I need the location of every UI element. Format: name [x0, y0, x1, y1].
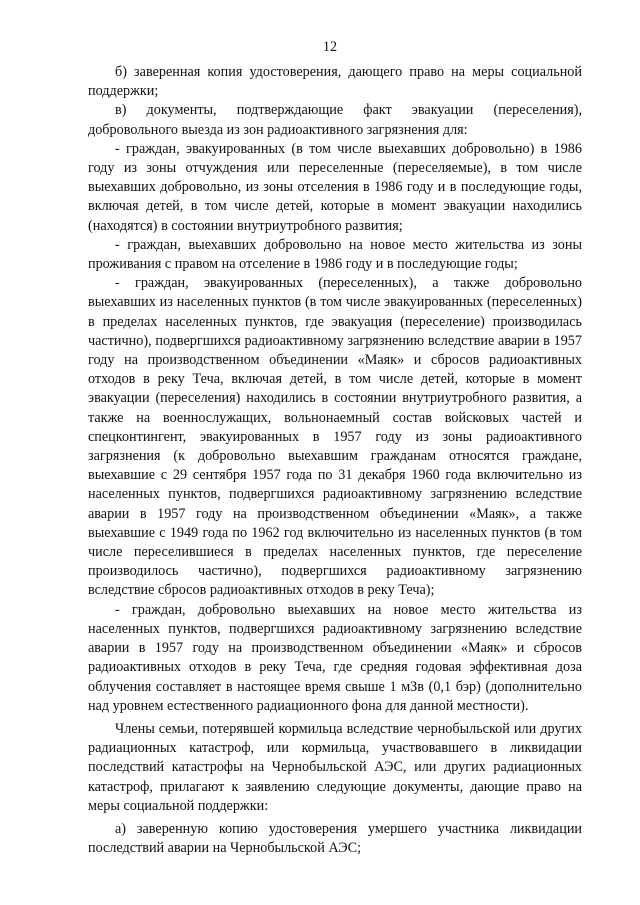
list-item-mayak-techa-voluntary: - граждан, добровольно выехавших на новое место жительства из населенных пунктов, подвергшихся радиоактивному загрязнению вследствие аварии в 1957 году на производственном объединении «Маяк» и сбросов радиоактивных отходов в реку Теча, где средняя годовая эффективная доза облучения составляет в настоящее время свыше 1 мЗв (0,1 бэр) (дополнительно над уровнем естественного радиационного фона для данной местности).: [88, 601, 582, 714]
list-item-voluntary-resettlement-zone: - граждан, выехавших добровольно на новое место жительства из зоны проживания с правом на отселение в 1986 году и в последующие годы;: [88, 236, 582, 273]
paragraph-a-deceased-certificate: а) заверенную копию удостоверения умершего участника ликвидации последствий аварии на Чернобыльской АЭС;: [88, 820, 582, 857]
paragraph-family-members: Члены семьи, потерявшей кормильца вследствие чернобыльской или других радиационных катастроф, или кормильца, участвовавшего в ликвидации последствий катастрофы на Чернобыльской АЭС, или других радиационных катастроф, прилагают к заявлению следующие документы, дающие право на меры социальной поддержки:: [88, 720, 582, 814]
document-page: [88, 38, 582, 858]
paragraph-v-evacuation-documents: в) документы, подтверждающие факт эвакуации (переселения), добровольного выезда из зон радиоактивного загрязнения для:: [88, 102, 582, 138]
paragraph-b-certificate-copy: б) заверенная копия удостоверения, дающего право на меры социальной поддержки;: [88, 64, 582, 100]
list-item-mayak-techa-evacuated: - граждан, эвакуированных (переселенных), а также добровольно выехавших из населенных пунктов (в том числе эвакуированных (переселенных) в пределах населенных пунктов, где эвакуация (переселение) производилась частично), подвергшихся радиоактивному загрязнению вследствие аварии в 1957 году на производственном объединении «Маяк» и сбросов радиоактивных отходов в реку Теча, включая детей, в том числе детей, которые в момент эвакуации (переселения) находились в состоянии внутриутробного развития, а также на военнослужащих, вольнонаемный состав войсковых частей и спецконтингент, эвакуированных в 1957 году из зоны радиоактивного загрязнения (к добровольно выехавшим гражданам относятся граждане, выехавшие с 29 сентября 1957 года по 31 декабря 1960 года включительно из населенных пунктов, подвергшихся радиоактивному загрязнению вследствие аварии в 1957 году на производственном объединении «Маяк», а также выехавшие с 1949 года по 1962 год включительно из населенных пунктов (в том числе переселившиеся в пределах населенных пунктов, где переселение производилось частично), подвергшихся радиоактивному загрязнению вследствие сбросов радиоактивных отходов в реку Теча);: [88, 275, 582, 599]
list-item-evacuated-1986: - граждан, эвакуированных (в том числе выехавших добровольно) в 1986 году из зоны отчуждения или переселенные (переселяемые), в том числе выехавших добровольно, из зоны отселения в 1986 году и в последующие годы, включая детей, в том числе детей, которые в момент эвакуации находились (находятся) в состоянии внутриутробного развития;: [88, 140, 582, 234]
page-number: 12: [322, 39, 338, 55]
